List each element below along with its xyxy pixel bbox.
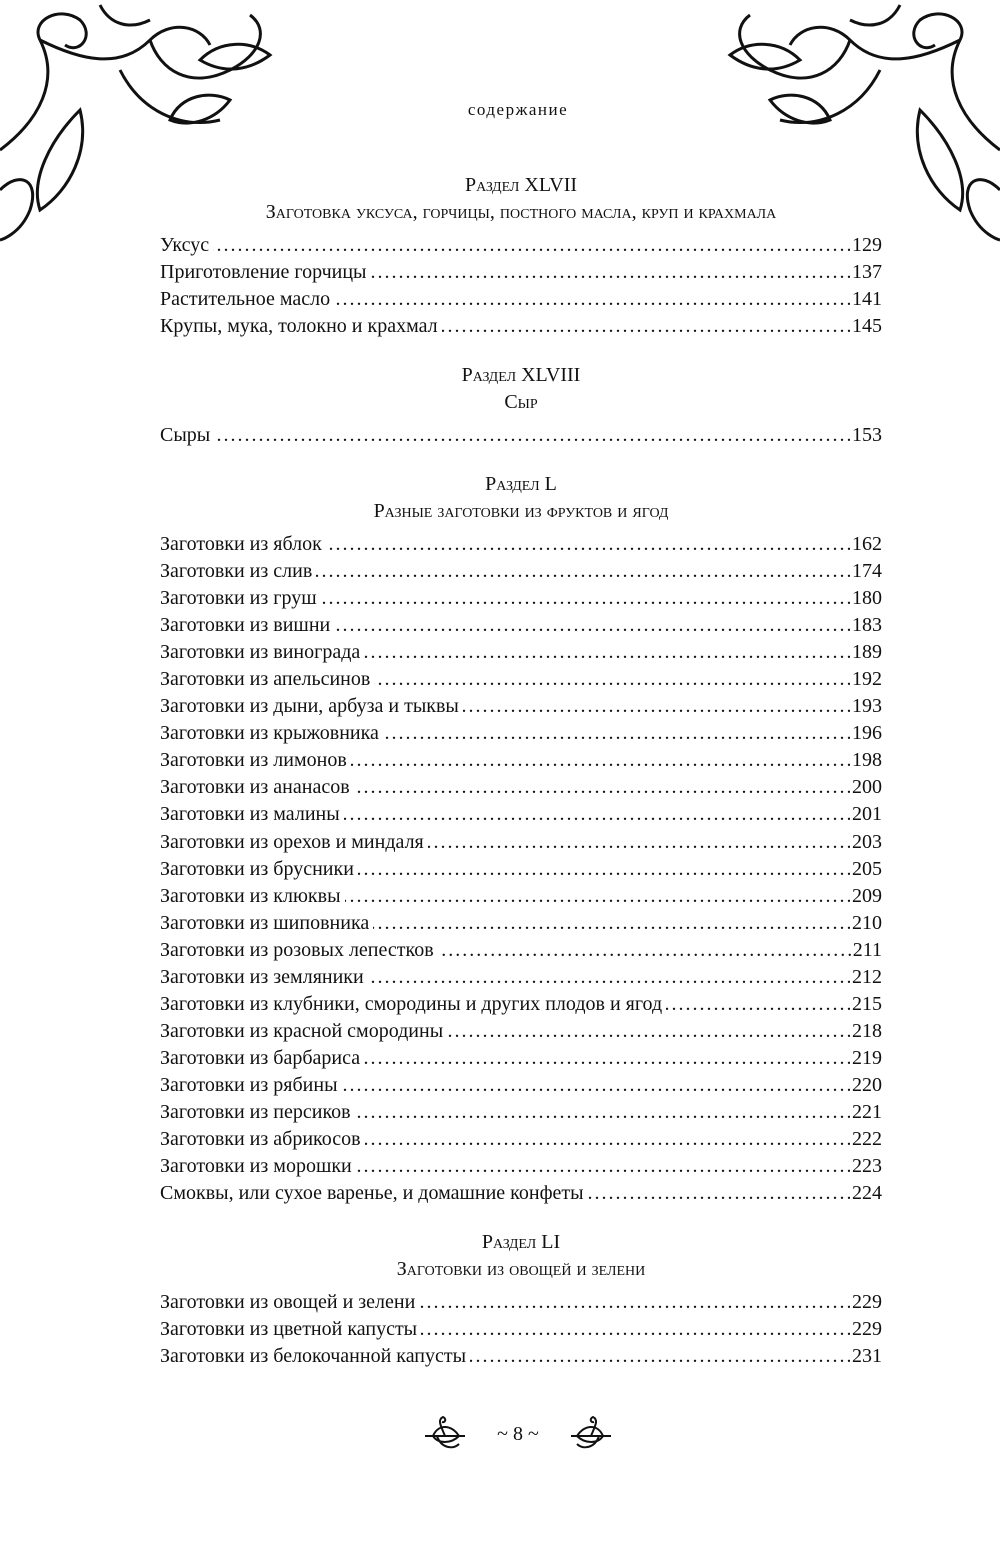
- toc-entry[interactable]: [160, 1343, 882, 1370]
- entry-title: Заготовки из малины: [160, 803, 340, 826]
- entry-page: 201: [852, 803, 882, 826]
- toc-entry[interactable]: [160, 720, 882, 747]
- toc-entry[interactable]: [160, 693, 882, 720]
- toc-entry[interactable]: [160, 856, 882, 883]
- entry-page: 153: [852, 424, 882, 446]
- entry-title: Заготовки из персиков: [160, 1100, 351, 1123]
- toc-entry[interactable]: [160, 964, 882, 991]
- toc-entry[interactable]: [160, 1316, 882, 1343]
- entry-page: 210: [852, 911, 882, 934]
- entry-page: 196: [852, 722, 882, 745]
- entry-page: 218: [852, 1019, 882, 1042]
- dot-leader: [442, 313, 850, 340]
- toc-entry[interactable]: [160, 1099, 882, 1126]
- entry-title: Приготовление горчицы: [160, 261, 367, 284]
- entry-page: 224: [852, 1182, 882, 1205]
- toc-entry[interactable]: [160, 991, 882, 1018]
- toc-section: [160, 1229, 882, 1370]
- dot-leader: [342, 1072, 851, 1099]
- dot-leader: [334, 286, 850, 313]
- toc-entry[interactable]: [160, 829, 882, 856]
- section-title: Заготовка уксуса, горчицы, постного масла, круп и крахмала: [265, 201, 777, 223]
- dot-leader: [345, 883, 850, 910]
- section-number: Раздел LI: [481, 1231, 561, 1253]
- toc-entry[interactable]: [160, 1126, 882, 1153]
- entry-page: 141: [852, 288, 882, 311]
- toc-section: [160, 172, 882, 340]
- entry-page: 137: [852, 261, 882, 284]
- entry-page: 183: [852, 614, 882, 637]
- entry-title: Сыры: [160, 424, 211, 446]
- dot-leader: [355, 1099, 850, 1126]
- entry-title: Заготовки из абрикосов: [160, 1128, 361, 1151]
- toc-entry[interactable]: [160, 801, 882, 828]
- entry-title: Растительное масло: [160, 288, 331, 311]
- entry-page: 203: [852, 830, 882, 853]
- entry-page: 229: [852, 1318, 882, 1341]
- entry-page: 174: [852, 560, 882, 583]
- entry-title: Смоквы, или сухое варенье, и домашние конфеты: [160, 1182, 584, 1205]
- entry-page: 211: [852, 938, 882, 961]
- dot-leader: [358, 856, 850, 883]
- entry-page: 198: [852, 749, 882, 772]
- section-title: Разные заготовки из фруктов и ягод: [373, 500, 669, 522]
- dot-leader: [371, 259, 851, 286]
- dot-leader: [588, 1180, 850, 1207]
- toc-section: [160, 362, 882, 449]
- dot-leader: [326, 531, 850, 558]
- entry-title: Заготовки из слив: [160, 560, 313, 583]
- entry-title: Заготовки из вишни: [160, 614, 331, 637]
- entry-title: Заготовки из груш: [160, 587, 317, 610]
- toc-entry[interactable]: [160, 666, 882, 693]
- entry-title: Заготовки из розовых лепестков: [160, 938, 434, 961]
- entry-title: Заготовки из ананасов: [160, 776, 350, 799]
- toc-entry[interactable]: [160, 774, 882, 801]
- dot-leader: [213, 232, 850, 259]
- dot-leader: [419, 1289, 850, 1316]
- section-number: Раздел XLVIII: [461, 364, 581, 386]
- toc-entry[interactable]: [160, 1018, 882, 1045]
- entry-page: 162: [852, 533, 882, 555]
- toc-entry[interactable]: [160, 585, 882, 612]
- toc-section: [160, 471, 882, 1207]
- entry-title: Заготовки из клубники, смородины и других плодов и ягод: [160, 992, 663, 1015]
- entry-title: Заготовки из дыни, арбуза и тыквы: [160, 695, 459, 718]
- entry-title: Заготовки из орехов и миндаля: [160, 830, 424, 853]
- dot-leader: [463, 693, 850, 720]
- dot-leader: [344, 801, 850, 828]
- entry-page: 145: [852, 315, 882, 338]
- entry-page: 205: [852, 857, 882, 880]
- entry-title: Заготовки из рябины: [160, 1073, 338, 1096]
- toc-entry[interactable]: [160, 639, 882, 666]
- dot-leader: [470, 1343, 850, 1370]
- dot-leader: [438, 937, 851, 964]
- dot-leader: [365, 1126, 850, 1153]
- toc-entry[interactable]: [160, 422, 882, 449]
- entry-title: Заготовки из белокочанной капусты: [160, 1345, 467, 1368]
- toc-entry[interactable]: [160, 286, 882, 313]
- entry-title: Заготовки из брусники: [160, 857, 354, 880]
- toc-entry[interactable]: [160, 883, 882, 910]
- entry-title: Заготовки из цветной капусты: [160, 1318, 418, 1341]
- section-number: Раздел XLVII: [464, 174, 578, 196]
- dot-leader: [368, 964, 850, 991]
- toc-entry[interactable]: [160, 1289, 882, 1316]
- section-title: Заготовки из овощей и зелени: [396, 1258, 646, 1280]
- entry-title: Заготовки из винограда: [160, 641, 361, 664]
- entry-page: 215: [852, 992, 882, 1015]
- entry-title: Уксус: [160, 234, 210, 256]
- toc-entry[interactable]: [160, 910, 882, 937]
- entry-title: Заготовки из барбариса: [160, 1046, 361, 1069]
- entry-page: 200: [852, 776, 882, 799]
- entry-page: 180: [852, 587, 882, 610]
- toc-entry[interactable]: [160, 747, 882, 774]
- page-title: содержание: [467, 100, 569, 119]
- toc-entry[interactable]: [160, 531, 882, 558]
- leaf-ornament-icon: [569, 1414, 613, 1454]
- dot-leader: [214, 422, 850, 449]
- entry-page: 129: [852, 234, 882, 256]
- toc-entry[interactable]: [160, 232, 882, 259]
- entry-title: Заготовки из клюквы: [160, 884, 341, 907]
- entry-page: 229: [852, 1291, 882, 1313]
- dot-leader: [334, 612, 850, 639]
- toc-entry[interactable]: [160, 259, 882, 286]
- dot-leader: [421, 1316, 850, 1343]
- toc-entry[interactable]: [160, 937, 882, 964]
- entry-title: Крупы, мука, толокно и крахмал: [160, 315, 438, 338]
- dot-leader: [428, 829, 850, 856]
- entry-page: 189: [852, 641, 882, 664]
- leaf-ornament-icon: [423, 1414, 467, 1454]
- toc-entry[interactable]: [160, 558, 882, 585]
- entry-page: 212: [852, 965, 882, 988]
- entry-page: 222: [852, 1128, 882, 1151]
- dot-leader: [447, 1018, 850, 1045]
- entry-page: 219: [852, 1046, 882, 1069]
- dot-leader: [364, 639, 850, 666]
- entry-page: 223: [852, 1155, 882, 1178]
- dot-leader: [373, 910, 850, 937]
- entry-page: 221: [852, 1100, 882, 1123]
- entry-title: Заготовки из морошки: [160, 1155, 352, 1178]
- entry-page: 192: [852, 668, 882, 691]
- dot-leader: [383, 720, 850, 747]
- entry-title: Заготовки из шиповника: [160, 911, 370, 934]
- entry-page: 220: [852, 1073, 882, 1096]
- dot-leader: [321, 585, 850, 612]
- dot-leader: [356, 1153, 850, 1180]
- entry-title: Заготовки из яблок: [160, 533, 322, 555]
- entry-title: Заготовки из крыжовника: [160, 722, 379, 745]
- toc-entry[interactable]: [160, 1180, 882, 1207]
- page-number: ~ 8 ~: [497, 1422, 539, 1445]
- dot-leader: [374, 666, 850, 693]
- dot-leader: [316, 558, 850, 585]
- dot-leader: [351, 747, 850, 774]
- entry-page: 231: [852, 1345, 882, 1368]
- entry-page: 193: [852, 695, 882, 718]
- entry-title: Заготовки из апельсинов: [160, 668, 371, 691]
- toc-entry[interactable]: [160, 1072, 882, 1099]
- entry-title: Заготовки из овощей и зелени: [160, 1291, 416, 1313]
- toc-entry[interactable]: [160, 1045, 882, 1072]
- dot-leader: [364, 1045, 850, 1072]
- toc-entry[interactable]: [160, 313, 882, 340]
- page-footer: [0, 1414, 1000, 1454]
- toc-entry[interactable]: [160, 1153, 882, 1180]
- dot-leader: [666, 991, 850, 1018]
- entry-title: Заготовки из красной смородины: [160, 1019, 444, 1042]
- dot-leader: [354, 774, 850, 801]
- entry-title: Заготовки из лимонов: [160, 749, 347, 772]
- entry-title: Заготовки из земляники: [160, 965, 364, 988]
- entry-page: 209: [852, 884, 882, 907]
- section-title: Сыр: [504, 391, 538, 413]
- section-number: Раздел L: [485, 473, 557, 495]
- toc-entry[interactable]: [160, 612, 882, 639]
